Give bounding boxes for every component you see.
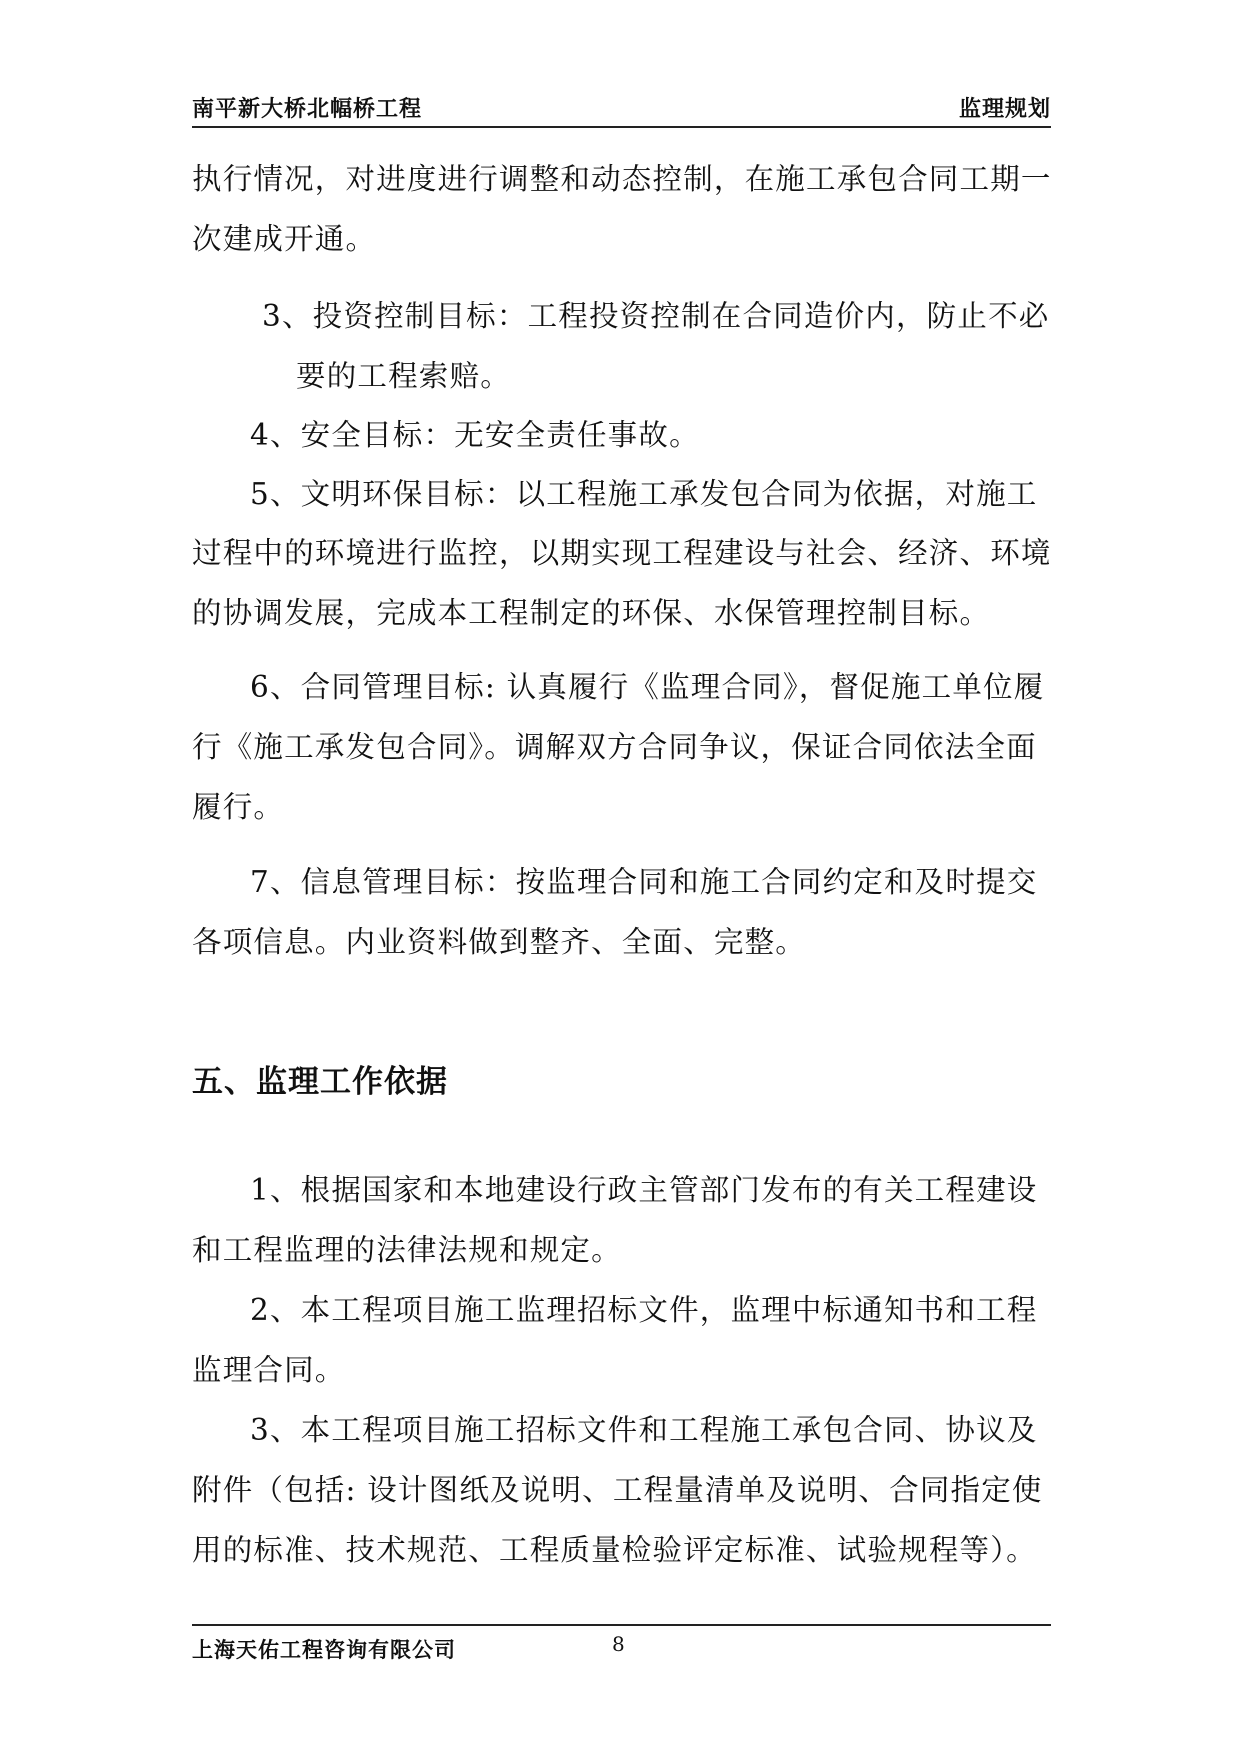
paragraph-line: 1、根据国家和本地建设行政主管部门发布的有关工程建设 <box>250 1173 1038 1207</box>
paragraph-line: 监理合同。 <box>192 1353 346 1387</box>
paragraph-line: 7、信息管理目标：按监理合同和施工合同约定和及时提交 <box>250 865 1038 899</box>
paragraph-line: 各项信息。内业资料做到整齐、全面、完整。 <box>192 925 807 959</box>
page-header <box>192 92 1051 128</box>
paragraph-line: 次建成开通。 <box>192 222 377 256</box>
paragraph-line: 2、本工程项目施工监理招标文件，监理中标通知书和工程 <box>250 1293 1038 1327</box>
paragraph-line: 4、安全目标：无安全责任事故。 <box>250 418 700 452</box>
header-project-title: 南平新大桥北幅桥工程 <box>192 97 423 122</box>
section-heading: 五、监理工作依据 <box>192 1064 448 1100</box>
paragraph-line: 行《施工承发包合同》。调解双方合同争议，保证合同依法全面 <box>192 730 1037 764</box>
paragraph-line: 5、文明环保目标：以工程施工承发包合同为依据，对施工 <box>250 477 1038 511</box>
footer-company-name: 上海天佑工程咨询有限公司 <box>192 1638 456 1662</box>
paragraph-line: 要的工程索赔。 <box>296 359 511 393</box>
page-footer <box>192 1624 1051 1666</box>
paragraph-line: 过程中的环境进行监控，以期实现工程建设与社会、经济、环境 <box>192 536 1052 570</box>
paragraph-line: 6、合同管理目标: 认真履行《监理合同》，督促施工单位履 <box>250 670 1045 704</box>
paragraph-line: 用的标准、技术规范、工程质量检验评定标准、试验规程等）。 <box>192 1533 1037 1567</box>
paragraph-line: 履行。 <box>192 790 285 824</box>
paragraph-line: 执行情况，对进度进行调整和动态控制，在施工承包合同工期一 <box>192 162 1052 196</box>
page-number: 8 <box>612 1632 625 1656</box>
paragraph-line: 3、投资控制目标：工程投资控制在合同造价内，防止不必 <box>262 299 1050 333</box>
header-document-type: 监理规划 <box>958 97 1051 122</box>
paragraph-line: 和工程监理的法律法规和规定。 <box>192 1233 622 1267</box>
paragraph-line: 3、本工程项目施工招标文件和工程施工承包合同、协议及 <box>250 1413 1038 1447</box>
paragraph-line: 附件（包括: 设计图纸及说明、工程量清单及说明、合同指定使 <box>192 1473 1043 1507</box>
paragraph-line: 的协调发展，完成本工程制定的环保、水保管理控制目标。 <box>192 596 991 630</box>
